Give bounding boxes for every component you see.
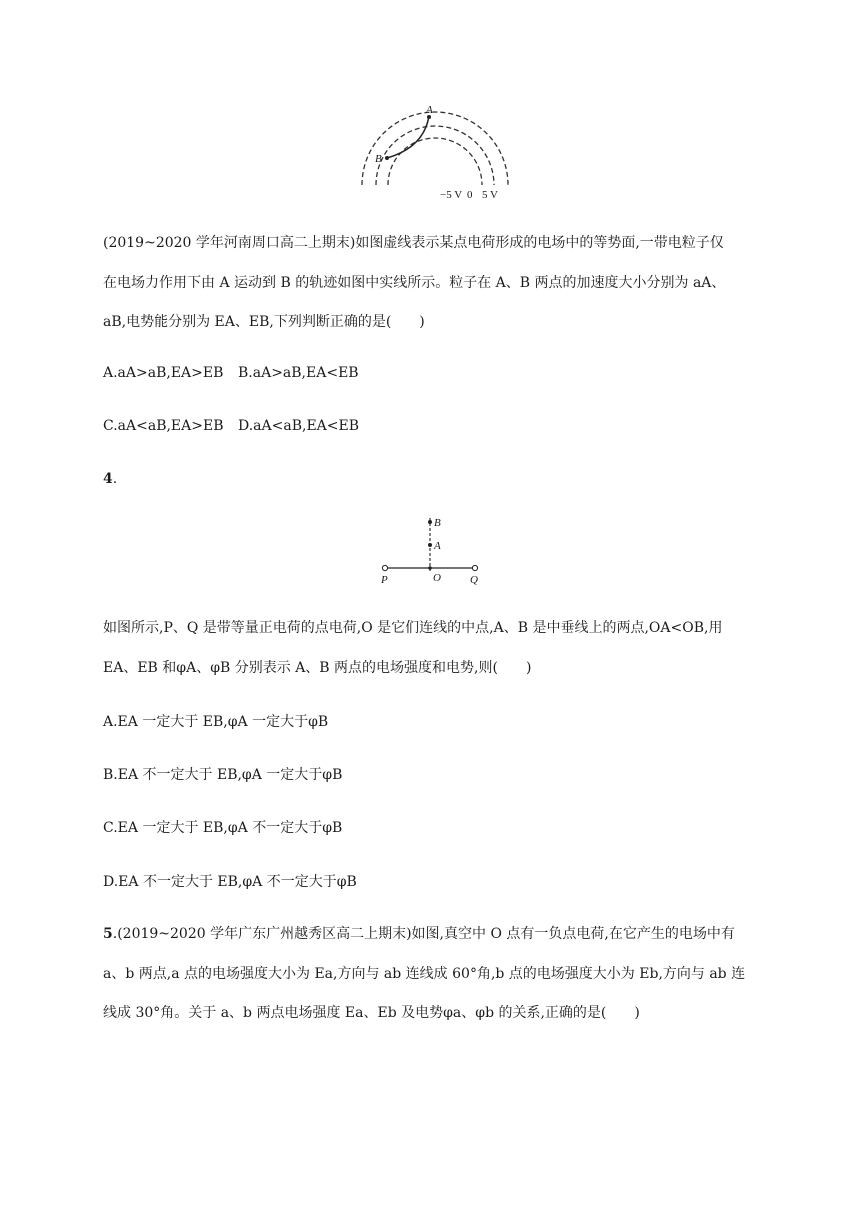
point-p-label: P (381, 574, 388, 586)
q3-option-a: A.aA>aB,EA>EB (103, 365, 224, 381)
point-q-label: Q (470, 574, 478, 586)
point-b-dot (428, 520, 432, 524)
q4-stem-line1: 如图所示,P、Q 是带等量正电荷的点电荷,O 是它们连线的中点,A、B 是中垂线上的两点,OA<OB,用 (103, 620, 723, 636)
q5-number: 5 (103, 926, 113, 942)
inner-equipotential-arc (388, 138, 482, 185)
point-o-dot (428, 566, 432, 570)
q4-option-c: C.EA 一定大于 EB,φA 不一定大于φB (103, 820, 343, 836)
particle-trajectory (387, 116, 429, 158)
q3-stem-line2: 在电场力作用下由 A 运动到 B 的轨迹如图中实线所示。粒子在 A、B 两点的加速度大小分别为 aA、 (103, 275, 726, 291)
point-b-label: B (434, 517, 441, 529)
point-b-label: B (375, 153, 382, 165)
equipotential-figure (350, 100, 520, 205)
q3-option-d: D.aA<aB,EA<EB (238, 418, 360, 434)
point-a-dot (428, 543, 432, 547)
point-a-label: A (426, 104, 433, 116)
q4-option-d: D.EA 不一定大于 EB,φA 不一定大于φB (103, 874, 357, 890)
charges-figure (375, 513, 490, 588)
potential-label-zero: 0 (467, 189, 473, 201)
q4-option-b: B.EA 不一定大于 EB,φA 一定大于φB (103, 767, 343, 783)
potential-label-neg5v: −5 V (440, 189, 463, 201)
charge-q (472, 565, 477, 570)
q3-stem-line3: aB,电势能分别为 EA、EB,下列判断正确的是( ) (103, 314, 425, 330)
potential-label-5v: 5 V (482, 189, 498, 201)
q4-number: 4. (103, 471, 118, 487)
q4-stem-line2: EA、EB 和φA、φB 分别表示 A、B 两点的电场强度和电势,则( ) (103, 660, 532, 676)
outer-equipotential-arc (362, 112, 508, 185)
q5-stem-line1: 5.(2019~2020 学年广东广州越秀区高二上期末)如图,真空中 O 点有一负点电荷,在它产生的电场中有 (103, 926, 735, 942)
point-a-label: A (434, 540, 441, 552)
point-o-label: O (433, 572, 441, 584)
q4-option-a: A.EA 一定大于 EB,φA 一定大于φB (103, 714, 329, 730)
q3-option-c: C.aA<aB,EA>EB (103, 418, 224, 434)
q5-stem-line2: a、b 两点,a 点的电场强度大小为 Ea,方向与 ab 连线成 60°角,b 点的电场强度大小为 Eb,方向与 ab 连 (103, 966, 746, 982)
point-b-dot (385, 156, 389, 160)
q5-stem-line3: 线成 30°角。关于 a、b 两点电场强度 Ea、Eb 及电势φa、φb 的关系,正确的是( ) (103, 1005, 640, 1021)
charge-p (382, 565, 387, 570)
q3-option-b: B.aA>aB,EA<EB (238, 365, 359, 381)
q3-stem-line1: (2019~2020 学年河南周口高二上期末)如图虚线表示某点电荷形成的电场中的等势面,一带电粒子仅 (103, 235, 724, 251)
